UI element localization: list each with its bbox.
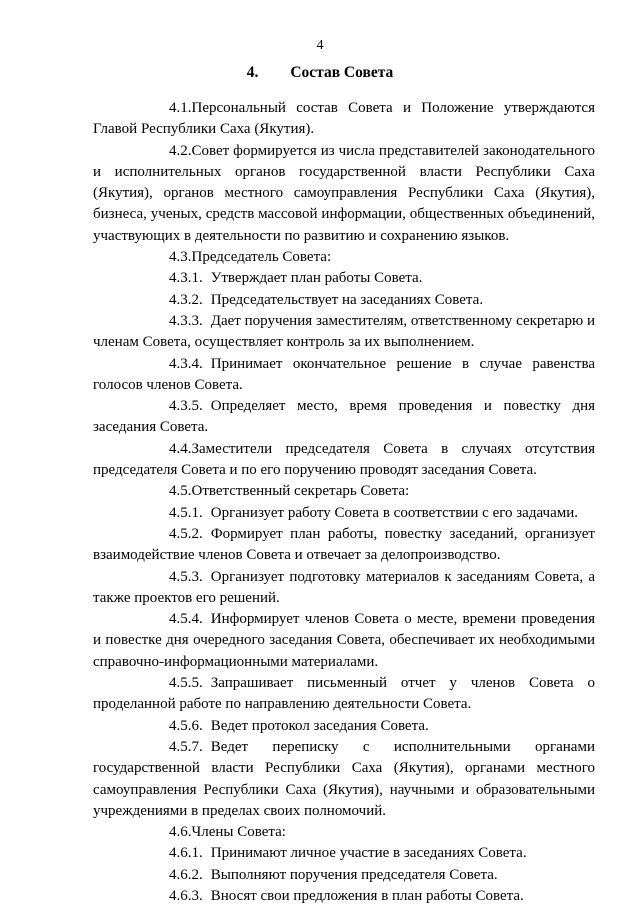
clause-paragraph	[93, 439, 595, 482]
clause-text: Ведет переписку с исполнительными органами государственной власти Республики Саха (Якутия), органами местного самоуправления Республики Саха (Якутия), научными и образовательными учреждениями в пределах своих полномочий.	[93, 738, 595, 819]
clause-number: 4.1.	[169, 100, 192, 116]
clause-number: 4.3.3.	[169, 312, 203, 329]
clause-paragraph	[93, 354, 595, 397]
clause-number: 4.3.1.	[169, 270, 203, 287]
clause-text: Утверждает план работы Совета.	[210, 270, 423, 287]
clause-text: Принимает окончательное решение в случае равенства голосов членов Совета.	[93, 355, 595, 393]
clause-text: Ответственный секретарь Совета:	[191, 483, 410, 500]
clause-text: Принимают личное участие в заседаниях Совета.	[210, 845, 527, 862]
clause-text: Определяет место, время проведения и повестку дня заседания Совета.	[93, 398, 595, 436]
clause-number: 4.5.	[169, 483, 192, 500]
clause-number: 4.5.7.	[169, 738, 203, 755]
clause-paragraph	[93, 98, 595, 141]
clause-paragraph	[93, 822, 595, 843]
clause-paragraph	[93, 141, 595, 247]
section-number: 4.	[246, 64, 259, 81]
clause-number: 4.5.2.	[169, 525, 203, 542]
document-body	[93, 98, 595, 907]
clause-text: Информирует членов Совета о месте, времени проведения и повестке дня очередного заседания Совета, обеспечивает их необходимыми справочно-информационными материалами.	[93, 611, 595, 670]
clause-number: 4.6.	[169, 824, 192, 841]
clause-text: Запрашивает письменный отчет у членов Совета о проделанной работе по направлению деятельности Совета.	[93, 675, 595, 713]
clause-number: 4.6.3.	[169, 887, 203, 904]
clause-number: 4.3.	[169, 249, 192, 266]
clause-text: Председатель Совета:	[191, 249, 332, 266]
clause-paragraph	[93, 481, 595, 502]
clause-number: 4.5.4.	[169, 611, 203, 628]
clause-text: Совет формируется из числа представителей законодательного и исполнительных органов государственной власти Республики Саха (Якутия), органов местного самоуправления Республики Саха (Якутия), бизнеса, ученых, средств массовой информации, общественных объединений, участвующих в деятельности по развитию и сохранению языков.	[93, 142, 595, 244]
clause-number: 4.6.1.	[169, 845, 203, 862]
clause-paragraph	[93, 673, 595, 716]
clause-paragraph	[93, 503, 595, 524]
clause-text: Организует работу Совета в соответствии с его задачами.	[210, 504, 579, 521]
clause-paragraph	[93, 396, 595, 439]
clause-text: Заместители председателя Совета в случаях отсутствия председателя Совета и по его поручению проводят заседания Совета.	[93, 440, 595, 479]
clause-text: Персональный состав Совета и Положение утверждаются Главой Республики Саха (Якутия).	[93, 100, 595, 138]
clause-number: 4.3.2.	[169, 291, 203, 308]
clause-paragraph	[93, 268, 595, 289]
clause-paragraph	[93, 737, 595, 822]
clause-text: Ведет протокол заседания Совета.	[210, 717, 429, 734]
clause-text: Дает поручения заместителям, ответственному секретарю и членам Совета, осуществляет контроль за их выполнением.	[93, 312, 595, 351]
section-heading	[0, 64, 640, 82]
clause-paragraph	[93, 716, 595, 737]
clause-paragraph	[93, 886, 595, 907]
clause-number: 4.4.	[169, 440, 192, 457]
section-title: Состав Совета	[290, 64, 394, 81]
clause-number: 4.3.5.	[169, 398, 203, 415]
clause-number: 4.5.5.	[169, 675, 203, 692]
clause-text: Организует подготовку материалов к заседаниям Совета, а также проектов его решений.	[93, 568, 595, 606]
clause-number: 4.3.4.	[169, 355, 203, 372]
clause-number: 4.5.3.	[169, 568, 203, 585]
clause-text: Председательствует на заседаниях Совета.	[210, 291, 484, 308]
clause-paragraph	[93, 311, 595, 354]
clause-paragraph	[93, 843, 595, 864]
clause-text: Члены Совета:	[191, 824, 286, 841]
clause-number: 4.5.6.	[169, 717, 203, 734]
clause-paragraph	[93, 524, 595, 567]
clause-text: Формирует план работы, повестку заседаний, организует взаимодействие членов Совета и отвечает за делопроизводство.	[93, 525, 595, 564]
clause-paragraph	[93, 290, 595, 311]
clause-number: 4.5.1.	[169, 504, 203, 521]
clause-number: 4.6.2.	[169, 866, 203, 883]
clause-paragraph	[93, 865, 595, 886]
clause-text: Выполняют поручения председателя Совета.	[210, 866, 498, 883]
clause-paragraph	[93, 567, 595, 610]
clause-number: 4.2.	[169, 142, 192, 159]
clause-text: Вносят свои предложения в план работы Совета.	[210, 887, 524, 904]
clause-paragraph	[93, 609, 595, 673]
page-number: 4	[316, 38, 324, 53]
clause-paragraph	[93, 247, 595, 268]
